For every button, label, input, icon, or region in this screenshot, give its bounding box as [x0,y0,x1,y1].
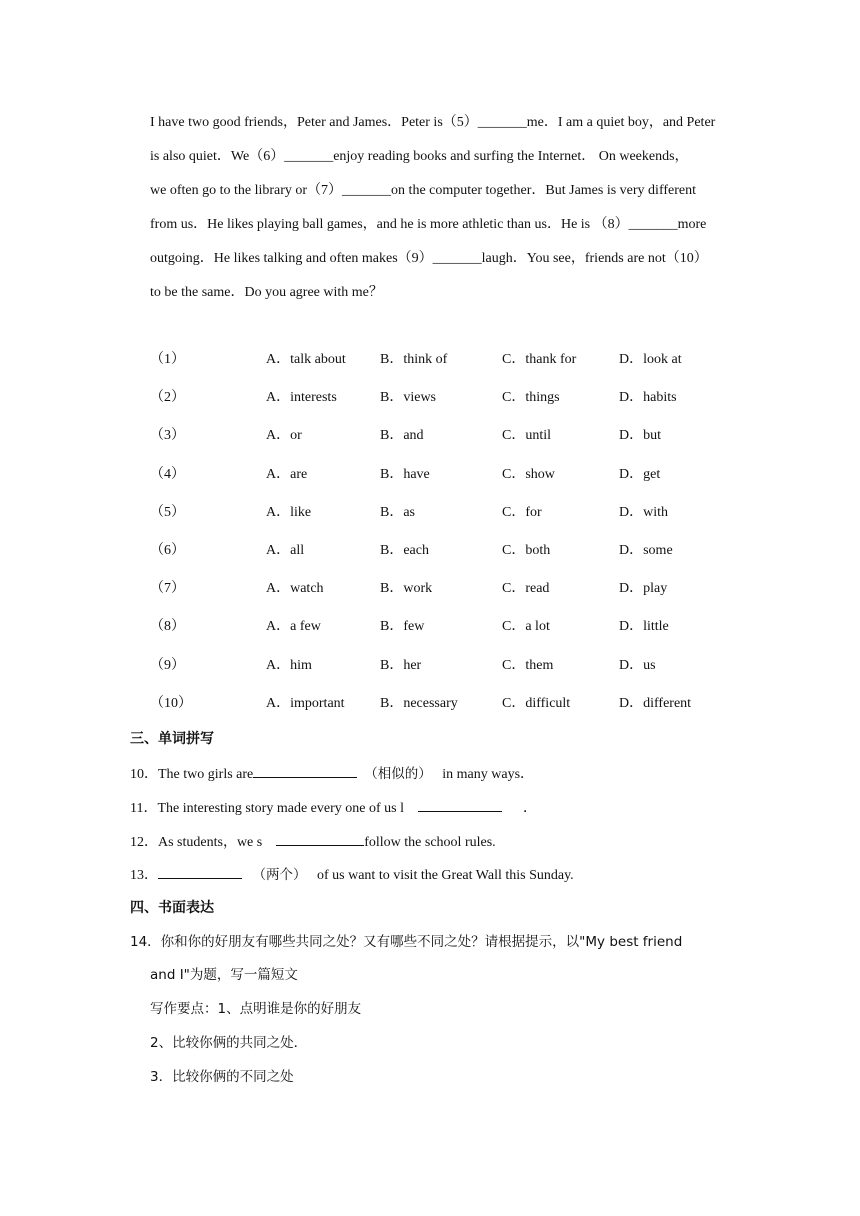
passage-line: we often go to the library or（7）_______on the computer together．But James is very different [150,183,696,198]
option-a[interactable]: A．a few [266,619,321,635]
section-heading-spelling: 三、单词拼写 [130,731,214,747]
option-c[interactable]: C．until [502,428,552,444]
option-row-10 [150,687,750,725]
option-d[interactable]: D．habits [619,390,677,406]
option-d[interactable]: D．play [619,581,668,597]
option-row-9 [150,649,750,687]
option-a[interactable]: A．interests [266,390,337,406]
option-number: （10） [150,695,192,711]
cloze-options [150,343,750,725]
option-c[interactable]: C．for [502,504,542,520]
question-text: in many ways． [438,767,535,782]
option-b[interactable]: B．each [380,542,429,558]
section-heading-writing: 四、书面表达 [130,900,214,916]
option-row-8 [150,610,750,648]
option-d[interactable]: D．get [619,466,661,482]
question-text: 13． [130,868,158,883]
option-a[interactable]: A．talk about [266,352,346,367]
writing-requirement-1: 写作要点：1、点明谁是你的好朋友 [150,1001,362,1017]
question-text: 10．The two girls are [130,767,254,782]
option-a[interactable]: A．important [266,695,345,711]
option-b[interactable]: B．and [380,428,424,444]
option-number: （7） [150,581,185,597]
option-b[interactable]: B．think of [380,352,448,367]
answer-blank[interactable] [276,831,364,846]
passage-line: I have two good friends，Peter and James．Peter is（5）_______me．I am a quiet boy，and Peter [150,115,716,130]
option-c[interactable]: C．both [502,542,551,558]
question-14-line-2: and I"为题，写一篇短文 [150,967,298,983]
question-text: ． [522,801,537,816]
option-number: （3） [150,428,185,444]
option-row-4 [150,458,750,496]
passage-line: to be the same．Do you agree with me？ [150,285,383,300]
option-number: （4） [150,466,185,482]
option-number: （9） [150,657,185,673]
option-number: （5） [150,504,185,520]
answer-blank[interactable] [418,797,502,812]
option-row-5 [150,496,750,534]
question-text: 12．As students，we s [130,835,263,850]
answer-blank[interactable] [253,763,357,778]
question-11 [130,797,537,819]
option-d[interactable]: D．but [619,428,661,444]
option-number: （1） [150,352,185,367]
passage-line: outgoing．He likes talking and often makes（9）_______laugh．You see，friends are not（10） [150,251,708,266]
option-number: （6） [150,542,185,558]
option-row-2 [150,381,750,419]
option-d[interactable]: D．us [619,657,656,673]
option-c[interactable]: C．them [502,657,554,673]
option-d[interactable]: D．little [619,619,669,635]
option-row-1 [150,343,750,381]
option-b[interactable]: B．few [380,619,425,635]
option-d[interactable]: D．some [619,542,673,558]
cloze-passage [150,106,740,310]
option-a[interactable]: A．like [266,504,312,520]
question-text: 11．The interesting story made every one of us l [130,801,404,816]
option-a[interactable]: A．are [266,466,308,482]
question-text: follow the school rules. [364,835,496,850]
option-a[interactable]: A．or [266,428,302,444]
option-b[interactable]: B．work [380,581,433,597]
option-row-7 [150,572,750,610]
option-a[interactable]: A．watch [266,581,324,597]
option-b[interactable]: B．her [380,657,422,673]
option-b[interactable]: B．as [380,504,415,520]
question-14-line-1: 14．你和你的好朋友有哪些共同之处？又有哪些不同之处？请根据提示，以"My best friend [130,934,683,950]
option-c[interactable]: C．show [502,466,555,482]
option-a[interactable]: A．all [266,542,305,558]
question-hint: （相似的） [364,766,432,782]
option-b[interactable]: B．necessary [380,695,458,711]
question-12 [130,831,496,853]
option-number: （8） [150,619,185,635]
question-text: of us want to visit the Great Wall this Sunday. [313,868,574,883]
question-10 [130,763,534,785]
option-number: （2） [150,390,185,406]
option-c[interactable]: C．difficult [502,695,571,711]
passage-line: is also quiet．We（6）_______enjoy reading books and surfing the Internet． On weekends， [150,149,689,164]
question-13 [130,864,574,886]
writing-requirement-2: 2、比较你俩的共同之处． [150,1035,308,1051]
answer-blank[interactable] [158,864,242,879]
question-hint: （两个） [252,867,307,883]
writing-requirement-3: 3．比较你俩的不同之处 [150,1069,294,1085]
option-a[interactable]: A．him [266,657,312,673]
option-b[interactable]: B．have [380,466,430,482]
option-d[interactable]: D．look at [619,352,682,367]
option-row-3 [150,419,750,457]
option-c[interactable]: C．things [502,390,560,406]
passage-line: from us．He likes playing ball games，and he is more athletic than us．He is （8）_______more [150,217,707,232]
option-c[interactable]: C．read [502,581,550,597]
option-c[interactable]: C．a lot [502,619,550,635]
option-d[interactable]: D．different [619,695,692,711]
option-row-6 [150,534,750,572]
option-c[interactable]: C．thank for [502,352,577,367]
option-b[interactable]: B．views [380,390,436,406]
option-d[interactable]: D．with [619,504,668,520]
